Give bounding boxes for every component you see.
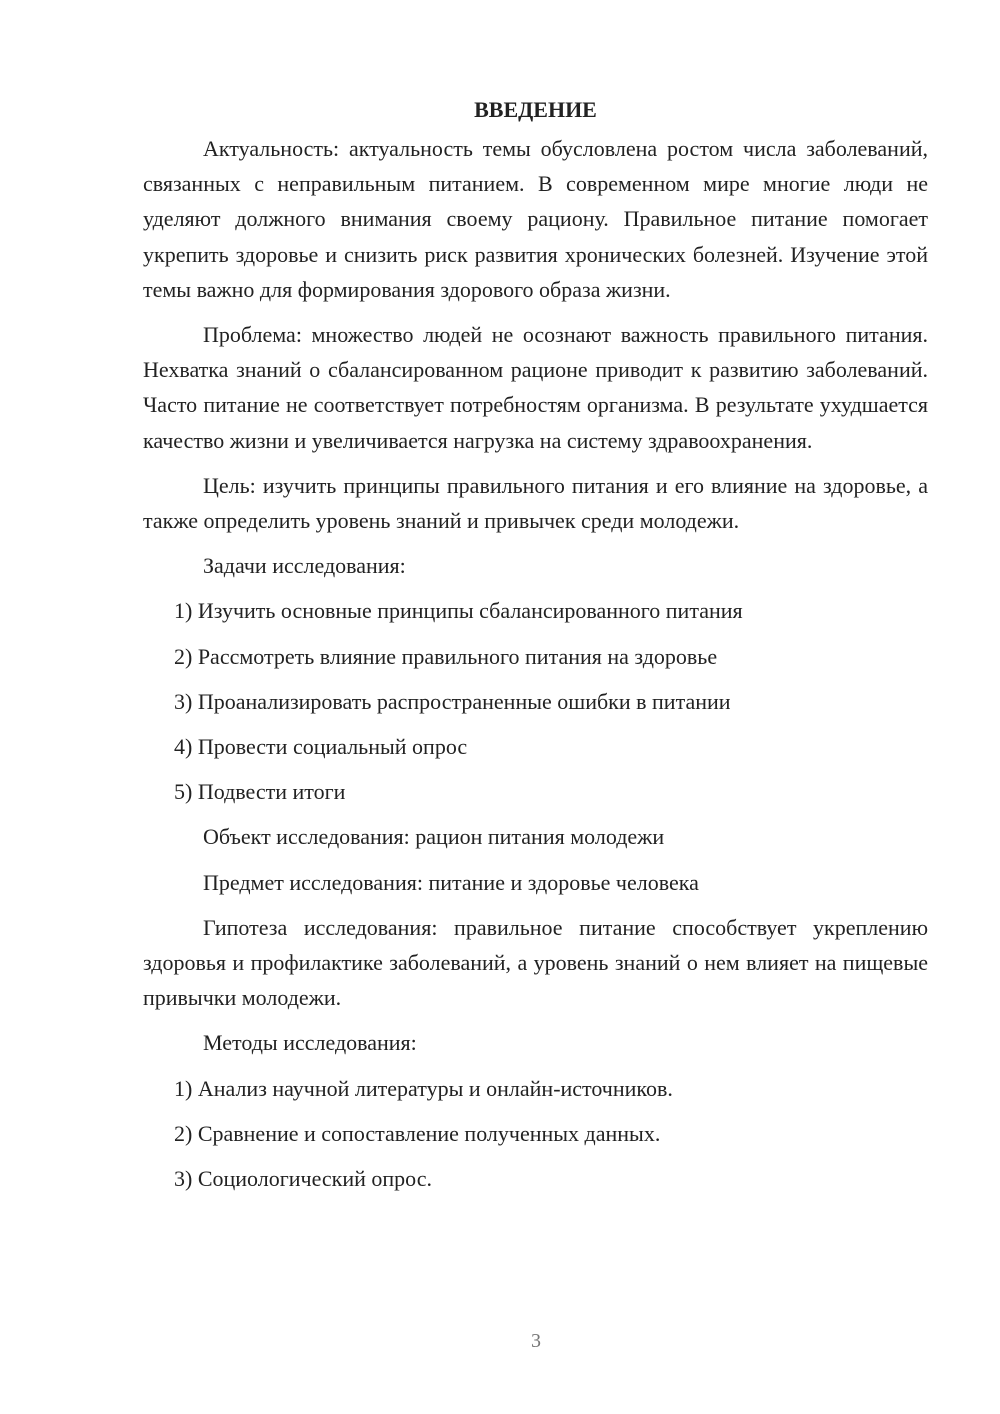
page-content — [143, 92, 928, 1206]
page-number: 3 — [531, 1330, 541, 1352]
list-item: 5) Подвести итоги — [174, 779, 346, 805]
page-title: ВВЕДЕНИЕ — [474, 97, 597, 122]
methods-heading: Методы исследования: — [203, 1030, 417, 1056]
list-item: 3) Социологический опрос. — [174, 1166, 432, 1192]
tasks-list — [143, 593, 928, 809]
paragraph-problem: Проблема: множество людей не осознают важность правильного питания. Нехватка знаний о сбалансированном рационе приводит к развитию заболеваний. Часто питание не соответствует потребностям организма. В результате ухудшается качество жизни и увеличивается нагрузка на систему здравоохранения. — [143, 322, 928, 453]
list-item: 1) Анализ научной литературы и онлайн-источников. — [174, 1075, 673, 1101]
research-object: Объект исследования: рацион питания молодежи — [203, 824, 665, 850]
paragraph-relevance: Актуальность: актуальность темы обусловлена ростом числа заболеваний, связанных с неправильным питанием. В современном мире многие люди не уделяют должного внимания своему рациону. Правильное питание помогает укрепить здоровье и снизить риск развития хронических болезней. Изучение этой темы важно для формирования здорового образа жизни. — [143, 136, 928, 302]
tasks-heading: Задачи исследования: — [203, 553, 406, 579]
list-item: 4) Провести социальный опрос — [174, 734, 468, 760]
list-item: 2) Сравнение и сопоставление полученных данных. — [174, 1120, 661, 1146]
list-item: 2) Рассмотреть влияние правильного питания на здоровье — [174, 643, 718, 669]
list-item: 1) Изучить основные принципы сбалансированного питания — [174, 598, 743, 624]
paragraph-hypothesis: Гипотеза исследования: правильное питание способствует укреплению здоровья и профилактике заболеваний, а уровень знаний о нем влияет на пищевые привычки молодежи. — [143, 914, 928, 1011]
paragraph-goal: Цель: изучить принципы правильного питания и его влияние на здоровье, а также определить уровень знаний и привычек среди молодежи. — [143, 472, 928, 534]
methods-list — [143, 1071, 928, 1197]
research-subject: Предмет исследования: питание и здоровье человека — [203, 869, 699, 895]
list-item: 3) Проанализировать распространенные ошибки в питании — [174, 688, 731, 714]
